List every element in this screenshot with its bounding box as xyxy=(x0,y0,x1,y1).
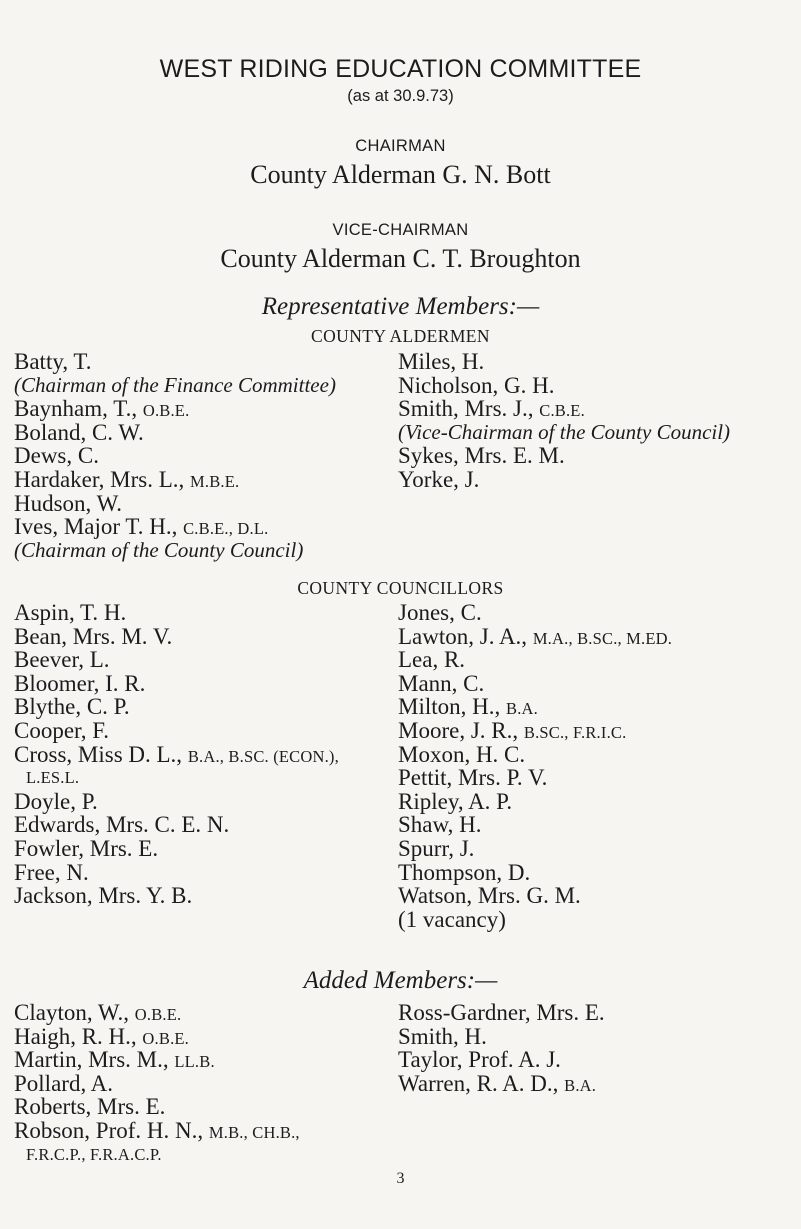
member-entry xyxy=(14,790,339,814)
member-name: Dews, C. xyxy=(14,443,99,469)
member-name: Blythe, C. P. xyxy=(14,694,130,720)
member-name: Cross, Miss D. L., xyxy=(14,741,188,767)
member-entry xyxy=(14,1072,300,1096)
member-name: Watson, Mrs. G. M. xyxy=(398,883,581,909)
member-name: Jackson, Mrs. Y. B. xyxy=(14,883,193,909)
member-name: Cooper, F. xyxy=(14,717,109,743)
member-name: Edwards, Mrs. C. E. N. xyxy=(14,812,230,838)
member-entry xyxy=(14,743,339,767)
member-entry xyxy=(14,350,336,374)
member-entry xyxy=(14,515,336,539)
member-name: Ives, Major T. H., xyxy=(14,514,184,540)
member-entry xyxy=(398,790,672,814)
member-entry xyxy=(398,908,672,932)
member-qualifications-continued: L.ES.L. xyxy=(26,768,80,788)
member-name: Baynham, T., xyxy=(14,396,143,422)
member-name: Boland, C. W. xyxy=(14,419,144,445)
member-entry xyxy=(398,374,730,398)
member-entry xyxy=(398,1072,605,1096)
member-entry xyxy=(398,813,672,837)
member-name: Nicholson, G. H. xyxy=(398,372,555,398)
member-name: Smith, H. xyxy=(398,1023,487,1049)
member-entry xyxy=(398,672,672,696)
member-name: Haigh, R. H., xyxy=(14,1023,143,1049)
member-qualifications: O.B.E. xyxy=(142,1028,189,1048)
member-name: Spurr, J. xyxy=(398,835,475,861)
member-name: Pollard, A. xyxy=(14,1070,114,1096)
member-name: Hardaker, Mrs. L., xyxy=(14,466,190,492)
vice-chairman-name: County Alderman C. T. Broughton xyxy=(220,244,581,273)
member-qualifications: M.A., B.SC., M.ED. xyxy=(532,628,673,648)
member-name: Moxon, H. C. xyxy=(398,741,526,767)
member-entry xyxy=(398,1048,605,1072)
member-name: Ripley, A. P. xyxy=(398,788,513,814)
vice-chairman-label: VICE-CHAIRMAN xyxy=(332,221,469,239)
member-entry xyxy=(398,601,672,625)
member-name: Clayton, W., xyxy=(14,1000,135,1025)
member-entry xyxy=(398,350,730,374)
chairman-name: County Alderman G. N. Bott xyxy=(250,160,551,189)
member-entry xyxy=(14,884,339,908)
member-entry xyxy=(398,884,672,908)
member-entry xyxy=(14,1001,300,1025)
member-name: Taylor, Prof. A. J. xyxy=(398,1047,561,1073)
member-entry xyxy=(14,695,339,719)
representative-members-heading: Representative Members:— xyxy=(261,293,540,320)
member-note: (Chairman of the County Council) xyxy=(14,537,304,562)
added-members-right-column xyxy=(398,1001,605,1095)
aldermen-left-column xyxy=(14,350,336,562)
member-name: Thompson, D. xyxy=(398,859,531,885)
member-entry xyxy=(14,719,339,743)
member-entry xyxy=(398,861,672,885)
member-qualifications: LL.B. xyxy=(174,1052,215,1072)
member-note: (Vice-Chairman of the County Council) xyxy=(398,419,731,444)
member-name: Free, N. xyxy=(14,859,89,885)
member-name: Shaw, H. xyxy=(398,812,482,838)
member-qualifications: C.B.E. xyxy=(539,401,585,421)
member-entry xyxy=(14,444,336,468)
chairman-label: CHAIRMAN xyxy=(355,137,446,155)
member-entry xyxy=(398,1025,605,1049)
member-entry xyxy=(14,1048,300,1072)
added-members-left-column xyxy=(14,1001,300,1166)
added-members-heading: Added Members:— xyxy=(303,967,498,994)
member-qualifications: O.B.E. xyxy=(134,1005,182,1024)
member-entry xyxy=(398,625,672,649)
member-entry xyxy=(14,672,339,696)
county-aldermen-heading: COUNTY ALDERMEN xyxy=(311,326,490,346)
member-name: Milton, H., xyxy=(398,694,506,720)
aldermen-right-column xyxy=(398,350,730,492)
member-entry xyxy=(398,468,730,492)
member-name: Warren, R. A. D., xyxy=(398,1070,565,1096)
member-name: Jones, C. xyxy=(398,600,482,625)
member-qualifications: M.B., CH.B., xyxy=(208,1122,300,1142)
member-qualifications: B.A. xyxy=(505,699,538,719)
member-name: Robson, Prof. H. N., xyxy=(14,1117,209,1143)
member-entry xyxy=(398,766,672,790)
member-qualifications: C.B.E., D.L. xyxy=(183,519,269,539)
member-name: Lea, R. xyxy=(398,647,466,673)
member-name: Smith, Mrs. J., xyxy=(398,396,540,422)
member-name: Doyle, P. xyxy=(14,788,98,814)
member-qualifications: B.SC., F.R.I.C. xyxy=(523,722,627,742)
member-entry xyxy=(14,648,339,672)
member-name: Miles, H. xyxy=(398,349,485,374)
member-qualifications: B.A. xyxy=(564,1075,597,1095)
councillors-left-column xyxy=(14,601,339,908)
member-entry xyxy=(14,837,339,861)
member-entry xyxy=(14,1119,300,1143)
member-qualifications-continued: F.R.C.P., F.R.A.C.P. xyxy=(26,1144,162,1164)
member-entry xyxy=(398,719,672,743)
member-entry xyxy=(14,421,336,445)
member-name: Pettit, Mrs. P. V. xyxy=(398,765,548,791)
member-name: Ross-Gardner, Mrs. E. xyxy=(398,1000,605,1025)
member-name: Hudson, W. xyxy=(14,490,122,516)
member-name: Martin, Mrs. M., xyxy=(14,1047,175,1073)
member-entry xyxy=(14,813,339,837)
member-entry xyxy=(14,861,339,885)
member-entry xyxy=(14,601,339,625)
member-entry xyxy=(14,397,336,421)
member-entry xyxy=(14,468,336,492)
member-entry xyxy=(14,492,336,516)
as-at-date: (as at 30.9.73) xyxy=(347,87,454,105)
member-qualifications: B.A., B.SC. (ECON.), xyxy=(187,746,339,766)
member-entry xyxy=(398,743,672,767)
member-name: Batty, T. xyxy=(14,349,92,374)
member-name: (1 vacancy) xyxy=(398,906,506,932)
member-entry xyxy=(398,1001,605,1025)
page-number: 3 xyxy=(396,1170,405,1187)
member-name: Mann, C. xyxy=(398,670,485,696)
page-title: WEST RIDING EDUCATION COMMITTEE xyxy=(159,55,642,83)
member-name: Fowler, Mrs. E. xyxy=(14,835,159,861)
member-name: Bean, Mrs. M. V. xyxy=(14,623,173,649)
member-entry xyxy=(398,695,672,719)
member-name: Aspin, T. H. xyxy=(14,600,127,625)
member-name: Sykes, Mrs. E. M. xyxy=(398,443,565,469)
county-councillors-heading: COUNTY COUNCILLORS xyxy=(297,578,504,598)
councillors-right-column xyxy=(398,601,672,931)
member-entry xyxy=(398,397,730,421)
member-entry xyxy=(398,837,672,861)
member-entry xyxy=(14,1025,300,1049)
member-entry xyxy=(398,444,730,468)
member-entry xyxy=(398,648,672,672)
member-name: Beever, L. xyxy=(14,647,110,673)
member-name: Moore, J. R., xyxy=(398,717,524,743)
member-name: Lawton, J. A., xyxy=(398,623,533,649)
member-entry xyxy=(14,625,339,649)
member-entry xyxy=(14,1095,300,1119)
member-name: Roberts, Mrs. E. xyxy=(14,1094,166,1120)
member-name: Yorke, J. xyxy=(398,466,480,492)
member-qualifications: M.B.E. xyxy=(190,471,240,491)
member-qualifications: O.B.E. xyxy=(142,401,190,421)
member-note: (Chairman of the Finance Committee) xyxy=(14,372,336,397)
member-name: Bloomer, I. R. xyxy=(14,670,146,696)
